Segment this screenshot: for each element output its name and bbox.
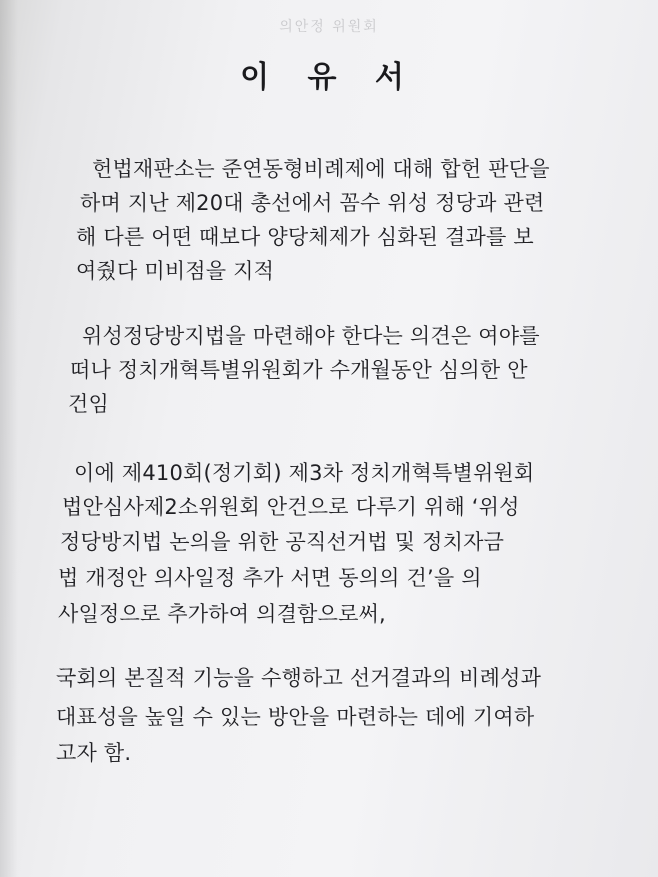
paragraph-line: 대표성을 높일 수 있는 방안을 마련하는 데에 기여하 [56,705,535,729]
paragraph-line: 사일정으로 추가하여 의결함으로써, [58,602,386,626]
paragraph-line: 법안심사제2소위원회 안건으로 다루기 위해 ‘위성 [62,495,520,519]
paragraph-line: 국회의 본질적 기능을 수행하고 선거결과의 비례성과 [56,666,542,690]
paragraph-line: 정당방지법 논의을 위한 공직선거법 및 정치자금 [60,530,505,554]
page-edge-shadow [0,0,18,877]
paragraph-line: 이에 제410회(정기회) 제3차 정치개혁특별위원회 [74,461,535,485]
paragraph-line: 건임 [68,392,109,416]
paragraph-line: 위성정당방지법을 마련해야 한다는 의견은 여야를 [82,324,540,348]
paragraph-line: 헌법재판소는 준연동형비례제에 대해 합헌 판단을 [92,157,550,181]
paragraph-line: 고자 함. [56,741,132,765]
paragraph-line: 법 개정안 의사일정 추가 서면 동의의 건’을 의 [58,566,482,590]
paragraph-line: 떠나 정치개혁특별위원회가 수개월동안 심의한 안 [70,358,528,382]
faded-header-text: 의안정 위원회 [279,19,379,35]
paragraph-line: 여줬다 미비점을 지적 [76,259,275,283]
document-title: 이 유 서 [240,60,418,95]
paragraph-line: 해 다른 어떤 때보다 양당체제가 심화된 결과를 보 [76,225,534,249]
paragraph-line: 하며 지난 제20대 총선에서 꼼수 위성 정당과 관련 [80,191,545,215]
